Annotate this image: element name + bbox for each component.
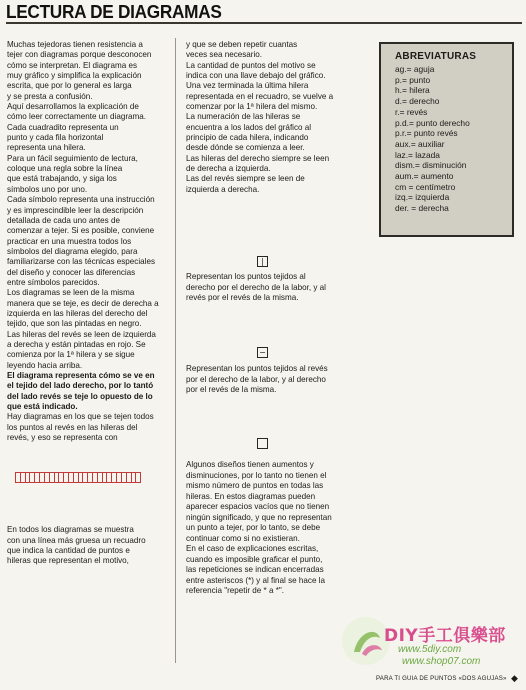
- text-line: Aquí desarrollamos la explicación de: [7, 102, 139, 112]
- red-chart-row: [15, 472, 141, 483]
- text-line: Hay diagramas en los que se tejen todos: [7, 412, 154, 422]
- text-line: muy gráfico y simplifica la explicación: [7, 71, 142, 81]
- text-line: Los diagramas se leen de la misma: [7, 288, 135, 298]
- empty-symbol-icon: [257, 438, 268, 449]
- text-line: tejido, que son las pintadas en negro.: [7, 319, 142, 329]
- text-line: desde dónde se comienza a leer.: [186, 143, 305, 153]
- watermark-brand: DIY手工俱樂部: [384, 626, 506, 646]
- page-title: LECTURA DE DIAGRAMAS: [6, 1, 222, 22]
- text-line: el tejido del lado derecho, por lo tantó: [7, 381, 154, 391]
- text-line: izquierda a derecha.: [186, 184, 260, 194]
- text-line: que está trabajando, y siga los: [7, 174, 117, 184]
- symbol-knit-description: [186, 272, 348, 304]
- footer-caption: PARA TI GUIA DE PUNTOS «DOS AGUJAS»: [376, 675, 507, 682]
- text-line: Una vez terminada la última hilera: [186, 81, 309, 91]
- text-line: familiarizarse con las técnicas especiales: [7, 257, 155, 267]
- text-line: tejer con diagramas porque desconocen: [7, 50, 152, 60]
- text-line: Muchas tejedoras tienen resistencia a: [7, 40, 143, 49]
- symbol-empty-description: [186, 460, 348, 597]
- watermark: [336, 612, 520, 670]
- paragraph-purl-rows: [7, 412, 167, 443]
- watermark-url-2: www.shop07.com: [402, 656, 481, 667]
- text-line: disminuciones, por lo tanto no tienen el: [186, 470, 327, 480]
- abbreviations-list: [395, 64, 512, 214]
- text-line: En el caso de explicaciones escritas,: [186, 544, 319, 553]
- abbreviation-item: der. = derecha: [395, 203, 449, 214]
- text-line: símbolos del diagrama elegido, para: [7, 246, 138, 256]
- abbreviation-item: p.r.= punto revés: [395, 128, 458, 139]
- watermark-url-1: www.5diy.com: [398, 644, 462, 655]
- text-line: comenzar por la 1ª hilera del mismo.: [186, 102, 318, 112]
- abbreviation-item: r.= revés: [395, 106, 428, 117]
- paragraph-square: [7, 123, 167, 154]
- abbreviation-item: izq.= izquierda: [395, 192, 450, 203]
- text-line: En todos los diagramas se muestra: [7, 525, 134, 535]
- text-line: comenzar a tejer. Si es posible, conviene: [7, 226, 155, 236]
- symbol-purl-description: [186, 364, 348, 396]
- text-line: y se presta a confusión.: [7, 91, 93, 101]
- text-line: revés por el revés de la misma.: [186, 293, 299, 302]
- text-line: y es imprescindible leer la descripción: [7, 205, 144, 215]
- title-rule: [6, 22, 522, 24]
- abbreviation-item: h.= hilera: [395, 85, 430, 96]
- text-line: La cantidad de puntos del motivo se: [186, 60, 316, 70]
- text-line: leyendo hacia arriba.: [7, 360, 83, 370]
- text-line: indica con una llave debajo del gráfico.: [186, 71, 326, 81]
- text-line: mismo número de puntos en todas las: [186, 481, 324, 490]
- text-line: símbolos uno por uno.: [7, 184, 88, 194]
- text-line: escrita, que por lo general es larga: [7, 81, 132, 91]
- text-line: izquierda en las hileras del derecho del: [7, 308, 148, 318]
- paragraph-intro: [7, 40, 167, 102]
- text-line: hileras. En estos diagramas pueden: [186, 491, 316, 501]
- text-line: Las del revés siempre se leen de: [186, 174, 305, 184]
- column-middle: [186, 40, 341, 195]
- text-line: derecho por el derecho de la labor, y al: [186, 282, 326, 292]
- text-line: de derecha a izquierda.: [186, 164, 271, 174]
- purl-symbol-icon: −: [257, 347, 268, 358]
- text-line: que indica la cantidad de puntos e: [7, 546, 130, 556]
- text-line: cómo se interpretan. El diagrama es: [7, 60, 138, 70]
- text-line: representada en el recuadro, se vuelve a: [186, 91, 334, 101]
- abbreviation-item: aum.= aumento: [395, 171, 454, 182]
- text-line: por el revés de la misma.: [186, 385, 277, 394]
- text-line: Para un fácil seguimiento de lectura,: [7, 153, 138, 163]
- text-line: aparecer espacios vacíos que no tienen: [186, 502, 330, 511]
- text-line: a derecha y están pintadas en rojo. Se: [7, 339, 146, 349]
- abbreviations-box: [379, 42, 514, 237]
- paragraph-ruler: [7, 154, 167, 195]
- paragraph-symbol: [7, 195, 167, 288]
- abbreviation-item: cm = centímetro: [395, 181, 456, 192]
- text-line: manera que se teje, es decir de derecha a: [7, 298, 159, 308]
- text-line: revés, y eso se representa con: [7, 433, 118, 443]
- page-marker-icon: ◆: [511, 673, 518, 683]
- text-line: por el derecho de la labor, y al derecho: [186, 374, 326, 384]
- text-line: y que se deben repetir cuantas: [186, 40, 298, 49]
- text-line: que está indicado.: [7, 402, 78, 412]
- text-line: Cada símbolo representa una instrucción: [7, 195, 155, 205]
- text-line: punto y cada fila horizontal: [7, 133, 104, 143]
- text-line: cuando es imposible graficar el punto,: [186, 554, 323, 564]
- abbreviation-item: p.= punto: [395, 74, 431, 85]
- paragraph-right-rows: [186, 154, 341, 175]
- text-line: principio de cada hilera, indicando: [186, 133, 309, 143]
- text-line: los puntos al revés en las hileras del: [7, 422, 138, 432]
- text-line: representa una hilera.: [7, 143, 86, 153]
- text-line: ningún significado, y que no representan: [186, 512, 332, 522]
- abbreviations-title: ABREVIATURAS: [395, 51, 477, 62]
- text-line: detallada de cada uno antes de: [7, 215, 120, 225]
- text-line: con una línea más gruesa un recuadro: [7, 535, 146, 545]
- text-line: del diseño y conocer las diferencias: [7, 267, 136, 277]
- knit-symbol-icon: |: [257, 256, 268, 267]
- text-line: practicar en una muestra todos los: [7, 236, 132, 246]
- paragraph-last-row: [186, 81, 341, 112]
- text-line: las repeticiones se indican encerradas: [186, 565, 324, 574]
- text-line: Representan los puntos tejidos al: [186, 272, 306, 281]
- text-line: un punto a tejer, por lo tanto, se debe: [186, 523, 321, 532]
- paragraph-numbering: [186, 112, 341, 153]
- abbreviation-item: dism.= disminución: [395, 160, 467, 171]
- text-line: encuentra a los lados del gráfico al: [186, 122, 312, 132]
- text-line: referencia "repetir de * a *".: [186, 586, 284, 595]
- text-line: hileras que representan el motivo,: [7, 556, 129, 566]
- paragraph-motif: [7, 525, 167, 566]
- column-left: [7, 40, 167, 567]
- paragraph-repeat: [186, 40, 341, 61]
- paragraph-reverse-rows: [7, 330, 167, 371]
- paragraph-explain: [7, 102, 167, 123]
- abbreviation-item: p.d.= punto derecho: [395, 117, 470, 128]
- paragraph-reading: [7, 288, 167, 329]
- text-line: del lado revés se teje lo opuesto de lo: [7, 391, 153, 401]
- paragraph-brace: [186, 61, 341, 82]
- text-line: cómo leer correctamente un diagrama.: [7, 112, 147, 122]
- text-line: continuar como si no existieran.: [186, 533, 300, 543]
- text-line: coloque una regla sobre la línea: [7, 164, 123, 174]
- text-line: veces sea necesario.: [186, 50, 263, 60]
- paragraph-wrong-rows: [186, 174, 341, 195]
- text-line: La numeración de las hileras se: [186, 112, 301, 122]
- abbreviation-item: ag.= aguja: [395, 64, 435, 74]
- text-line: comienza por la 1ª hilera y se sigue: [7, 350, 135, 360]
- text-line: Representan los puntos tejidos al revés: [186, 364, 328, 373]
- paragraph-bold-note: [7, 371, 167, 412]
- text-line: Algunos diseños tienen aumentos y: [186, 460, 314, 469]
- column-divider: [175, 38, 176, 663]
- abbreviation-item: aux.= auxiliar: [395, 138, 445, 149]
- text-line: El diagrama representa cómo se ve en: [7, 371, 155, 380]
- text-line: Las hileras del derecho siempre se leen: [186, 153, 330, 163]
- text-line: entre símbolos parecidos.: [7, 277, 100, 287]
- text-line: entre asteriscos (*) y al final se hace la: [186, 575, 326, 585]
- abbreviation-item: d.= derecho: [395, 96, 440, 107]
- text-line: Cada cuadradito representa un: [7, 122, 119, 132]
- text-line: Las hileras del revés se leen de izquierda: [7, 329, 156, 339]
- abbreviation-item: laz.= lazada: [395, 149, 440, 160]
